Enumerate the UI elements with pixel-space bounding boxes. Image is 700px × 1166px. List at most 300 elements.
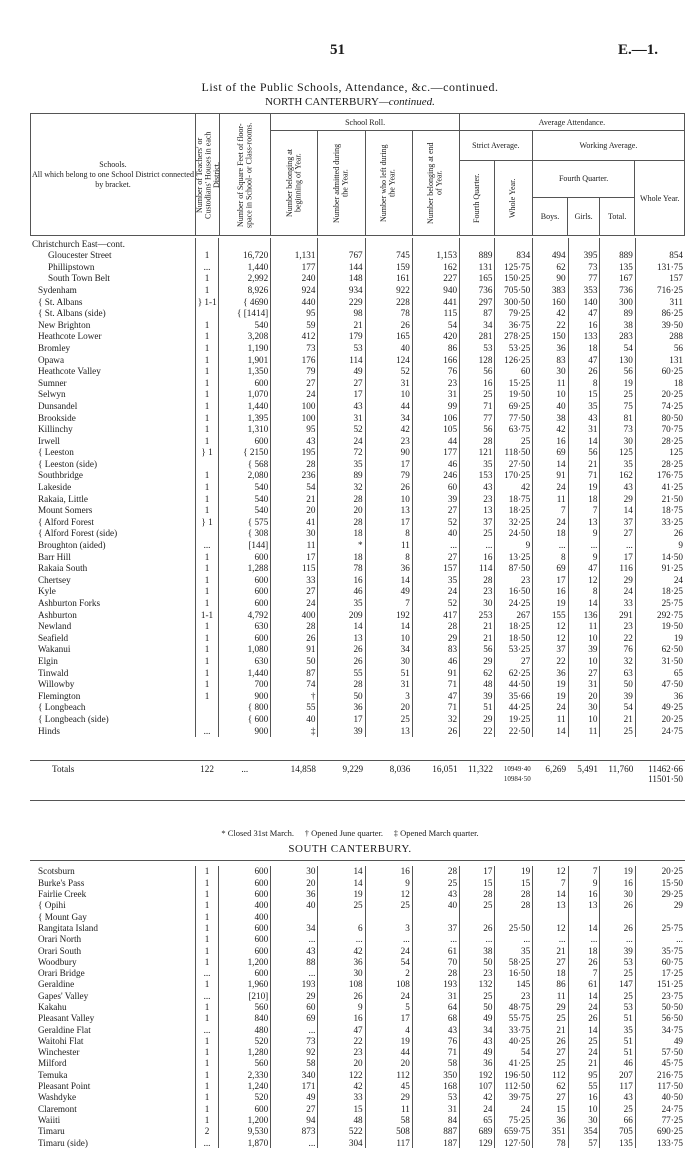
totals-cell: 11462·66	[648, 764, 683, 774]
table-cell: 30	[318, 968, 365, 979]
table-cell: 27	[533, 1047, 568, 1058]
table-cell: 17·25	[635, 968, 685, 979]
table-cell: 690·25	[635, 1126, 685, 1137]
table-cell	[533, 911, 568, 922]
table-cell: 1	[195, 956, 219, 967]
table-cell: 689	[460, 1126, 495, 1137]
table-cell: 18	[318, 528, 365, 540]
table-cell: 1	[195, 412, 219, 424]
table-cell: 56·50	[635, 1013, 685, 1024]
table-cell: 19	[533, 679, 568, 691]
table-cell: 12	[533, 866, 568, 877]
table-cell: 13	[365, 725, 412, 737]
table-cell: 44·25	[495, 702, 533, 714]
table-cell: 288	[635, 331, 685, 343]
table-cell: 1	[195, 284, 219, 296]
table-cell: 17	[365, 458, 412, 470]
table-cell: 31	[568, 424, 600, 436]
table-cell: 22	[600, 632, 635, 644]
table-cell: 36·75	[495, 319, 533, 331]
school-name: Brookside	[38, 412, 76, 423]
table-cell: 16,720	[219, 250, 271, 262]
table-cell: 13	[533, 900, 568, 911]
table-cell: 87·50	[495, 563, 533, 575]
table-cell: 121	[460, 447, 495, 459]
table-cell: 25·75	[635, 922, 685, 933]
school-name: Kyle	[38, 586, 56, 597]
school-name: Burke's Pass	[38, 877, 85, 888]
table-cell	[460, 911, 495, 922]
totals-alt-whole: 11501·50	[648, 774, 683, 785]
table-cell: 126·25	[495, 354, 533, 366]
table-cell: 46	[412, 458, 459, 470]
table-cell: 150·25	[495, 273, 533, 285]
table-cell	[195, 458, 219, 470]
header-roll-end: Number belonging at end of Year.	[412, 131, 459, 236]
table-cell: 24	[365, 990, 412, 1001]
table-cell: 28	[271, 621, 318, 633]
table-cell: 49	[318, 366, 365, 378]
table-row	[30, 470, 685, 482]
table-cell: 108	[318, 979, 365, 990]
table-row	[30, 968, 685, 979]
totals-cell: 6,269	[545, 764, 567, 774]
table-cell: 17	[271, 551, 318, 563]
table-cell: 1	[195, 1081, 219, 1092]
school-name: Waiiti	[38, 1114, 61, 1125]
table-cell: 78	[533, 1137, 568, 1148]
table-cell: 14	[533, 458, 568, 470]
table-cell: 15	[318, 1103, 365, 1114]
table-cell: 47	[568, 354, 600, 366]
table-cell: 1	[195, 424, 219, 436]
school-name: { Leeston	[38, 447, 74, 458]
table-cell: 297	[460, 296, 495, 308]
table-cell: 600	[219, 597, 271, 609]
table-cell: 77·25	[635, 1115, 685, 1126]
table-cell: 14	[533, 725, 568, 737]
table-cell: 21	[533, 1024, 568, 1035]
table-cell: 1,070	[219, 389, 271, 401]
table-row	[30, 866, 685, 877]
table-cell: 148	[318, 273, 365, 285]
school-name: Woodbury	[38, 956, 77, 967]
table-cell: 79	[271, 366, 318, 378]
table-cell: 23	[460, 968, 495, 979]
school-name: Heathcote Lower	[38, 331, 102, 342]
table-cell: 38	[600, 319, 635, 331]
table-cell	[318, 911, 365, 922]
table-cell: 58	[271, 1058, 318, 1069]
table-cell: 10	[533, 389, 568, 401]
table-cell: 30	[568, 1115, 600, 1126]
table-cell: 600	[219, 586, 271, 598]
table-cell: ...	[568, 539, 600, 551]
table-cell: 43	[600, 481, 635, 493]
table-cell: 10	[568, 655, 600, 667]
table-cell: 1,960	[219, 979, 271, 990]
table-cell: 281	[460, 331, 495, 343]
table-cell: 1	[195, 563, 219, 575]
table-cell: 17	[365, 516, 412, 528]
table-cell: 69	[271, 1013, 318, 1024]
table-row	[30, 956, 685, 967]
school-name: Claremont	[38, 1103, 77, 1114]
table-cell: 56	[460, 644, 495, 656]
table-cell: 1	[195, 250, 219, 262]
table-cell: 35	[495, 945, 533, 956]
table-cell: 36	[635, 690, 685, 702]
header-strict-average: Strict Average.	[459, 131, 532, 161]
header-fourth-quarter-group: Fourth Quarter. Boys. Girls. Total.	[532, 161, 634, 236]
table-row	[30, 273, 685, 285]
table-cell: 236	[271, 470, 318, 482]
table-cell: 2,080	[219, 470, 271, 482]
table-cell: 11	[568, 621, 600, 633]
table-cell: 135	[600, 1137, 635, 1148]
table-cell: 14·50	[635, 551, 685, 563]
table-cell: 80·50	[635, 412, 685, 424]
table-cell: 72	[318, 447, 365, 459]
table-cell: 887	[412, 1126, 459, 1137]
table-cell: 161	[365, 273, 412, 285]
table-cell: 21	[271, 493, 318, 505]
south-canterbury-title: SOUTH CANTERBURY.	[288, 843, 412, 855]
table-cell: 40	[412, 900, 459, 911]
table-cell: ...	[195, 261, 219, 273]
table-cell: 68	[412, 1013, 459, 1024]
table-cell: 53·25	[495, 644, 533, 656]
table-cell: 1	[195, 597, 219, 609]
table-cell: 57·50	[635, 1047, 685, 1058]
table-row	[30, 539, 685, 551]
table-cell: 116	[600, 563, 635, 575]
table-cell: 8	[568, 377, 600, 389]
table-cell: 540	[219, 493, 271, 505]
table-cell: 47	[318, 1024, 365, 1035]
table-row	[30, 435, 685, 447]
table-cell: 49	[460, 1013, 495, 1024]
table-row	[30, 945, 685, 956]
table-cell: 1,200	[219, 956, 271, 967]
table-cell: 1,190	[219, 342, 271, 354]
table-cell: 2	[365, 968, 412, 979]
table-cell: 125	[635, 447, 685, 459]
table-cell: 26	[600, 922, 635, 933]
table-cell: 15	[460, 877, 495, 888]
school-name: Gapes' Valley	[38, 990, 89, 1001]
table-cell: 207	[600, 1069, 635, 1080]
table-cell: 192	[460, 1069, 495, 1080]
table-cell: 60	[495, 366, 533, 378]
table-row	[30, 889, 685, 900]
table-cell: 14	[318, 866, 365, 877]
school-name: Milford	[38, 1058, 67, 1069]
table-cell: 1	[195, 586, 219, 598]
table-cell: 176	[271, 354, 318, 366]
table-cell: 227	[412, 273, 459, 285]
table-cell: [210]	[219, 990, 271, 1001]
table-cell: 17	[365, 1013, 412, 1024]
school-name: { St. Albans	[38, 296, 83, 307]
table-cell: 29	[600, 574, 635, 586]
table-cell: ...	[600, 539, 635, 551]
table-row	[30, 296, 685, 308]
school-name: Sydenham	[38, 284, 77, 295]
table-cell: 9	[495, 539, 533, 551]
table-cell: 28	[271, 458, 318, 470]
table-cell: 494	[533, 250, 568, 262]
table-cell: } 1-1	[195, 296, 219, 308]
table-cell: 25	[600, 1103, 635, 1114]
table-cell: 8	[365, 528, 412, 540]
table-cell: 26	[568, 366, 600, 378]
table-cell: 9	[568, 877, 600, 888]
table-cell: 27	[271, 586, 318, 598]
table-cell: 25	[533, 1013, 568, 1024]
school-name: Geraldine	[38, 979, 75, 990]
table-cell: 25	[365, 900, 412, 911]
table-row	[30, 911, 685, 922]
table-cell: 522	[318, 1126, 365, 1137]
table-cell	[365, 911, 412, 922]
footnote-closed: * Closed 31st March.	[221, 828, 295, 838]
table-cell: 34	[460, 1024, 495, 1035]
school-name: Gloucester Street	[48, 250, 112, 261]
table-cell: 7	[533, 877, 568, 888]
table-row	[30, 586, 685, 598]
table-cell: 1	[195, 644, 219, 656]
header-working-average: Working Average.	[532, 131, 684, 161]
table-cell: 267	[495, 609, 533, 621]
table-cell: 77	[568, 273, 600, 285]
table-row	[30, 1103, 685, 1114]
totals-cell: 10949·40	[503, 765, 531, 773]
table-cell: 53	[318, 342, 365, 354]
table-cell: 1,080	[219, 644, 271, 656]
table-cell: 36	[533, 667, 568, 679]
table-row	[30, 655, 685, 667]
table-cell: 25	[495, 435, 533, 447]
table-cell: 700	[219, 679, 271, 691]
table-row	[30, 725, 685, 737]
table-cell: 37	[533, 644, 568, 656]
table-cell: 600	[219, 377, 271, 389]
table-cell: 20	[568, 690, 600, 702]
table-cell: 41	[271, 516, 318, 528]
school-name: Rakaia South	[38, 563, 88, 574]
table-cell: 7	[568, 866, 600, 877]
table-cell: 560	[219, 1002, 271, 1013]
table-cell: 21	[568, 458, 600, 470]
table-cell: 1	[195, 470, 219, 482]
table-cell: 1	[195, 911, 219, 922]
table-row	[30, 1137, 685, 1148]
table-cell: 23	[318, 1047, 365, 1058]
table-row	[30, 702, 685, 714]
table-cell: 1,901	[219, 354, 271, 366]
table-cell: 20·25	[635, 389, 685, 401]
table-cell: 160	[533, 296, 568, 308]
table-cell: 75	[600, 400, 635, 412]
table-cell: 11	[365, 539, 412, 551]
table-cell: 1	[195, 1103, 219, 1114]
table-cell: 95	[271, 308, 318, 320]
table-cell: 10	[365, 632, 412, 644]
table-cell: 10	[568, 1103, 600, 1114]
table-cell: 1,200	[219, 1115, 271, 1126]
table-cell: 49	[365, 586, 412, 598]
table-cell: 283	[600, 331, 635, 343]
table-cell: 13	[568, 900, 600, 911]
table-cell: 46	[412, 655, 459, 667]
table-cell: 45	[365, 1081, 412, 1092]
table-cell: 71	[460, 400, 495, 412]
header-roll-admitted: Number admitted during the Year.	[318, 131, 365, 236]
table-cell: 131	[460, 261, 495, 273]
page-title: List of the Public Schools, Attendance, &c.—continued.	[201, 80, 499, 94]
table-cell: 1,440	[219, 400, 271, 412]
table-cell: 27	[412, 551, 459, 563]
table-cell	[412, 911, 459, 922]
table-cell: 11	[365, 1103, 412, 1114]
table-cell: 192	[365, 609, 412, 621]
table-cell: 40	[271, 713, 318, 725]
table-cell: 155	[533, 609, 568, 621]
table-cell: 42	[318, 945, 365, 956]
table-cell	[460, 238, 495, 250]
table-cell: 9	[318, 1002, 365, 1013]
table-cell: 29	[460, 655, 495, 667]
table-cell: 19	[495, 866, 533, 877]
table-cell: 54	[412, 319, 459, 331]
table-cell: 395	[568, 250, 600, 262]
page-number: 51	[330, 42, 345, 58]
table-cell: 76	[412, 1035, 459, 1046]
school-name: Temuka	[38, 1069, 68, 1080]
table-cell: 15	[533, 1103, 568, 1114]
table-cell: 30	[271, 866, 318, 877]
table-cell: 24	[271, 389, 318, 401]
table-row	[30, 400, 685, 412]
table-cell: 9	[365, 877, 412, 888]
table-cell: 630	[219, 655, 271, 667]
table-cell: 74	[271, 679, 318, 691]
table-cell: 12	[568, 574, 600, 586]
table-cell: 76	[600, 644, 635, 656]
table-cell: 31	[412, 1103, 459, 1114]
table-cell: 1	[195, 1047, 219, 1058]
table-cell: 56	[600, 366, 635, 378]
table-cell: 112	[365, 1069, 412, 1080]
school-name: Dunsandel	[38, 400, 78, 411]
table-cell: 1	[195, 342, 219, 354]
table-cell: 26	[318, 990, 365, 1001]
table-cell: 36	[533, 1115, 568, 1126]
table-cell: 17	[318, 713, 365, 725]
totals-cell: 11,322	[468, 764, 493, 774]
table-cell: 30	[533, 366, 568, 378]
table-cell: 14	[318, 621, 365, 633]
table-cell: 26	[271, 632, 318, 644]
table-cell: 107	[460, 1081, 495, 1092]
table-cell: 19	[318, 889, 365, 900]
table-cell: 23	[460, 493, 495, 505]
table-cell: 16	[568, 1092, 600, 1103]
table-cell	[568, 238, 600, 250]
table-cell: ...	[318, 934, 365, 945]
table-cell: 28	[495, 900, 533, 911]
table-cell: *	[318, 539, 365, 551]
table-cell: 8	[365, 551, 412, 563]
table-cell: 28	[460, 435, 495, 447]
table-cell: 177	[271, 261, 318, 273]
totals-row	[30, 764, 685, 774]
table-cell: 12	[533, 632, 568, 644]
table-cell: 292·75	[635, 609, 685, 621]
table-cell: 1,153	[412, 250, 459, 262]
table-cell: 854	[635, 250, 685, 262]
table-cell: 159	[365, 261, 412, 273]
table-cell: 65	[460, 1115, 495, 1126]
table-row	[30, 458, 685, 470]
school-name: Washdyke	[38, 1092, 77, 1103]
table-row	[30, 1069, 685, 1080]
table-cell: 11	[568, 725, 600, 737]
table-cell: 62·50	[635, 644, 685, 656]
table-cell: 889	[460, 250, 495, 262]
table-cell: 16·50	[495, 586, 533, 598]
table-cell: 24	[600, 586, 635, 598]
table-row	[30, 1058, 685, 1069]
table-cell: ...	[495, 934, 533, 945]
table-cell: 47	[568, 308, 600, 320]
table-cell: 13	[318, 632, 365, 644]
school-name: Ashburton	[38, 609, 77, 620]
table-cell: 55	[318, 667, 365, 679]
table-cell: 9	[568, 528, 600, 540]
table-cell: 34·75	[635, 1024, 685, 1035]
table-cell: 131·75	[635, 261, 685, 273]
table-cell: 42	[533, 308, 568, 320]
table-cell: 165	[460, 273, 495, 285]
table-cell: 30	[460, 597, 495, 609]
table-cell: 24·75	[635, 725, 685, 737]
table-cell: 9	[635, 539, 685, 551]
table-cell: 127·50	[495, 1137, 533, 1148]
table-cell: 18·25	[495, 505, 533, 517]
school-name: Tinwald	[38, 667, 69, 678]
school-name: Rakaia, Little	[38, 493, 89, 504]
school-name: { Longbeach	[38, 702, 86, 713]
table-cell: 1,440	[219, 667, 271, 679]
table-cell: 79·25	[495, 308, 533, 320]
table-cell: 600	[219, 1103, 271, 1114]
school-name: Barr Hill	[38, 551, 71, 562]
table-cell: 60·25	[635, 366, 685, 378]
school-name: Elgin	[38, 655, 58, 666]
header-girls: Girls.	[568, 198, 600, 235]
table-cell: 23	[412, 377, 459, 389]
table-cell: 940	[412, 284, 459, 296]
school-name: { Leeston (side)	[38, 458, 98, 469]
table-cell: 1	[195, 655, 219, 667]
table-cell: 49	[271, 1092, 318, 1103]
south-canterbury-table	[30, 866, 685, 1148]
table-cell: 50	[460, 956, 495, 967]
school-name: Timaru (side)	[38, 1137, 88, 1148]
header-boys: Boys.	[533, 198, 568, 235]
